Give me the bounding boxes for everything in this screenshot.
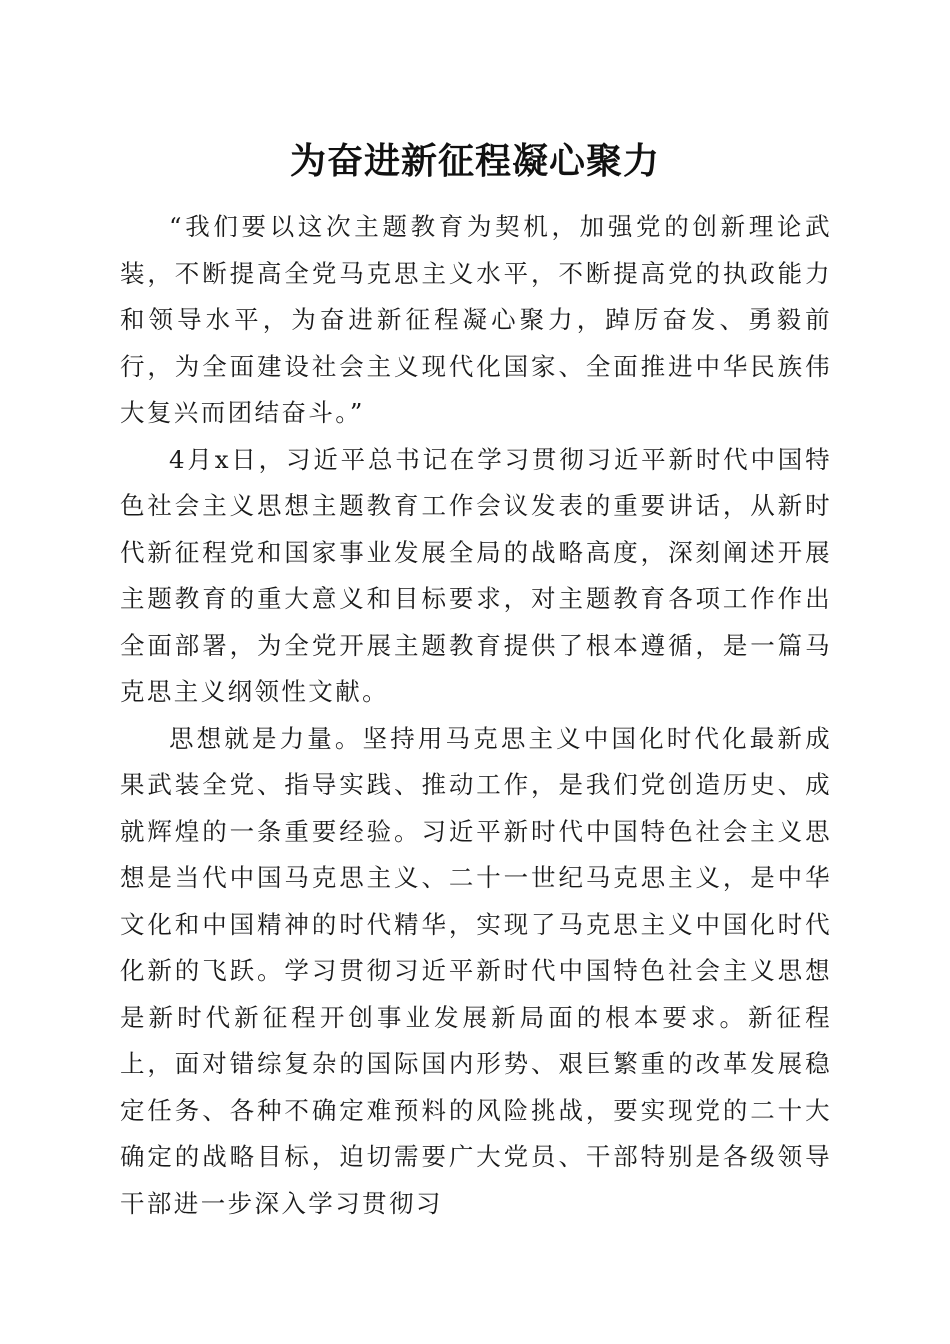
document-body (120, 204, 832, 1227)
paragraph-thought-power: 思想就是力量。坚持用马克思主义中国化时代化最新成果武装全党、指导实践、推动工作，是我们党创造历史、成就辉煌的一条重要经验。习近平新时代中国特色社会主义思想是当代中国马克思主义、二十一世纪马克思主义，是中华文化和中国精神的时代精华，实现了马克思主义中国化时代化新的飞跃。学习贯彻习近平新时代中国特色社会主义思想是新时代新征程开创事业发展新局面的根本要求。新征程上，面对错综复杂的国际国内形势、艰巨繁重的改革发展稳定任务、各种不确定难预料的风险挑战，要实现党的二十大确定的战略目标，迫切需要广大党员、干部特别是各级领导干部进一步深入学习贯彻习 (120, 723, 832, 1218)
paragraph-speech: 4月x日，习近平总书记在学习贯彻习近平新时代中国特色社会主义思想主题教育工作会议发表的重要讲话，从新时代新征程党和国家事业发展全局的战略高度，深刻阐述开展主题教育的重大意义和目标要求，对主题教育各项工作作出全面部署，为全党开展主题教育提供了根本遵循，是一篇马克思主义纲领性文献。 (120, 444, 832, 706)
paragraph-quote: “我们要以这次主题教育为契机，加强党的创新理论武装，不断提高全党马克思主义水平，不断提高党的执政能力和领导水平，为奋进新征程凝心聚力，踔厉奋发、勇毅前行，为全面建设社会主义现代化国家、全面推进中华民族伟大复兴而团结奋斗。” (120, 212, 832, 427)
document-title: 为奋进新征程凝心聚力 (289, 141, 660, 182)
